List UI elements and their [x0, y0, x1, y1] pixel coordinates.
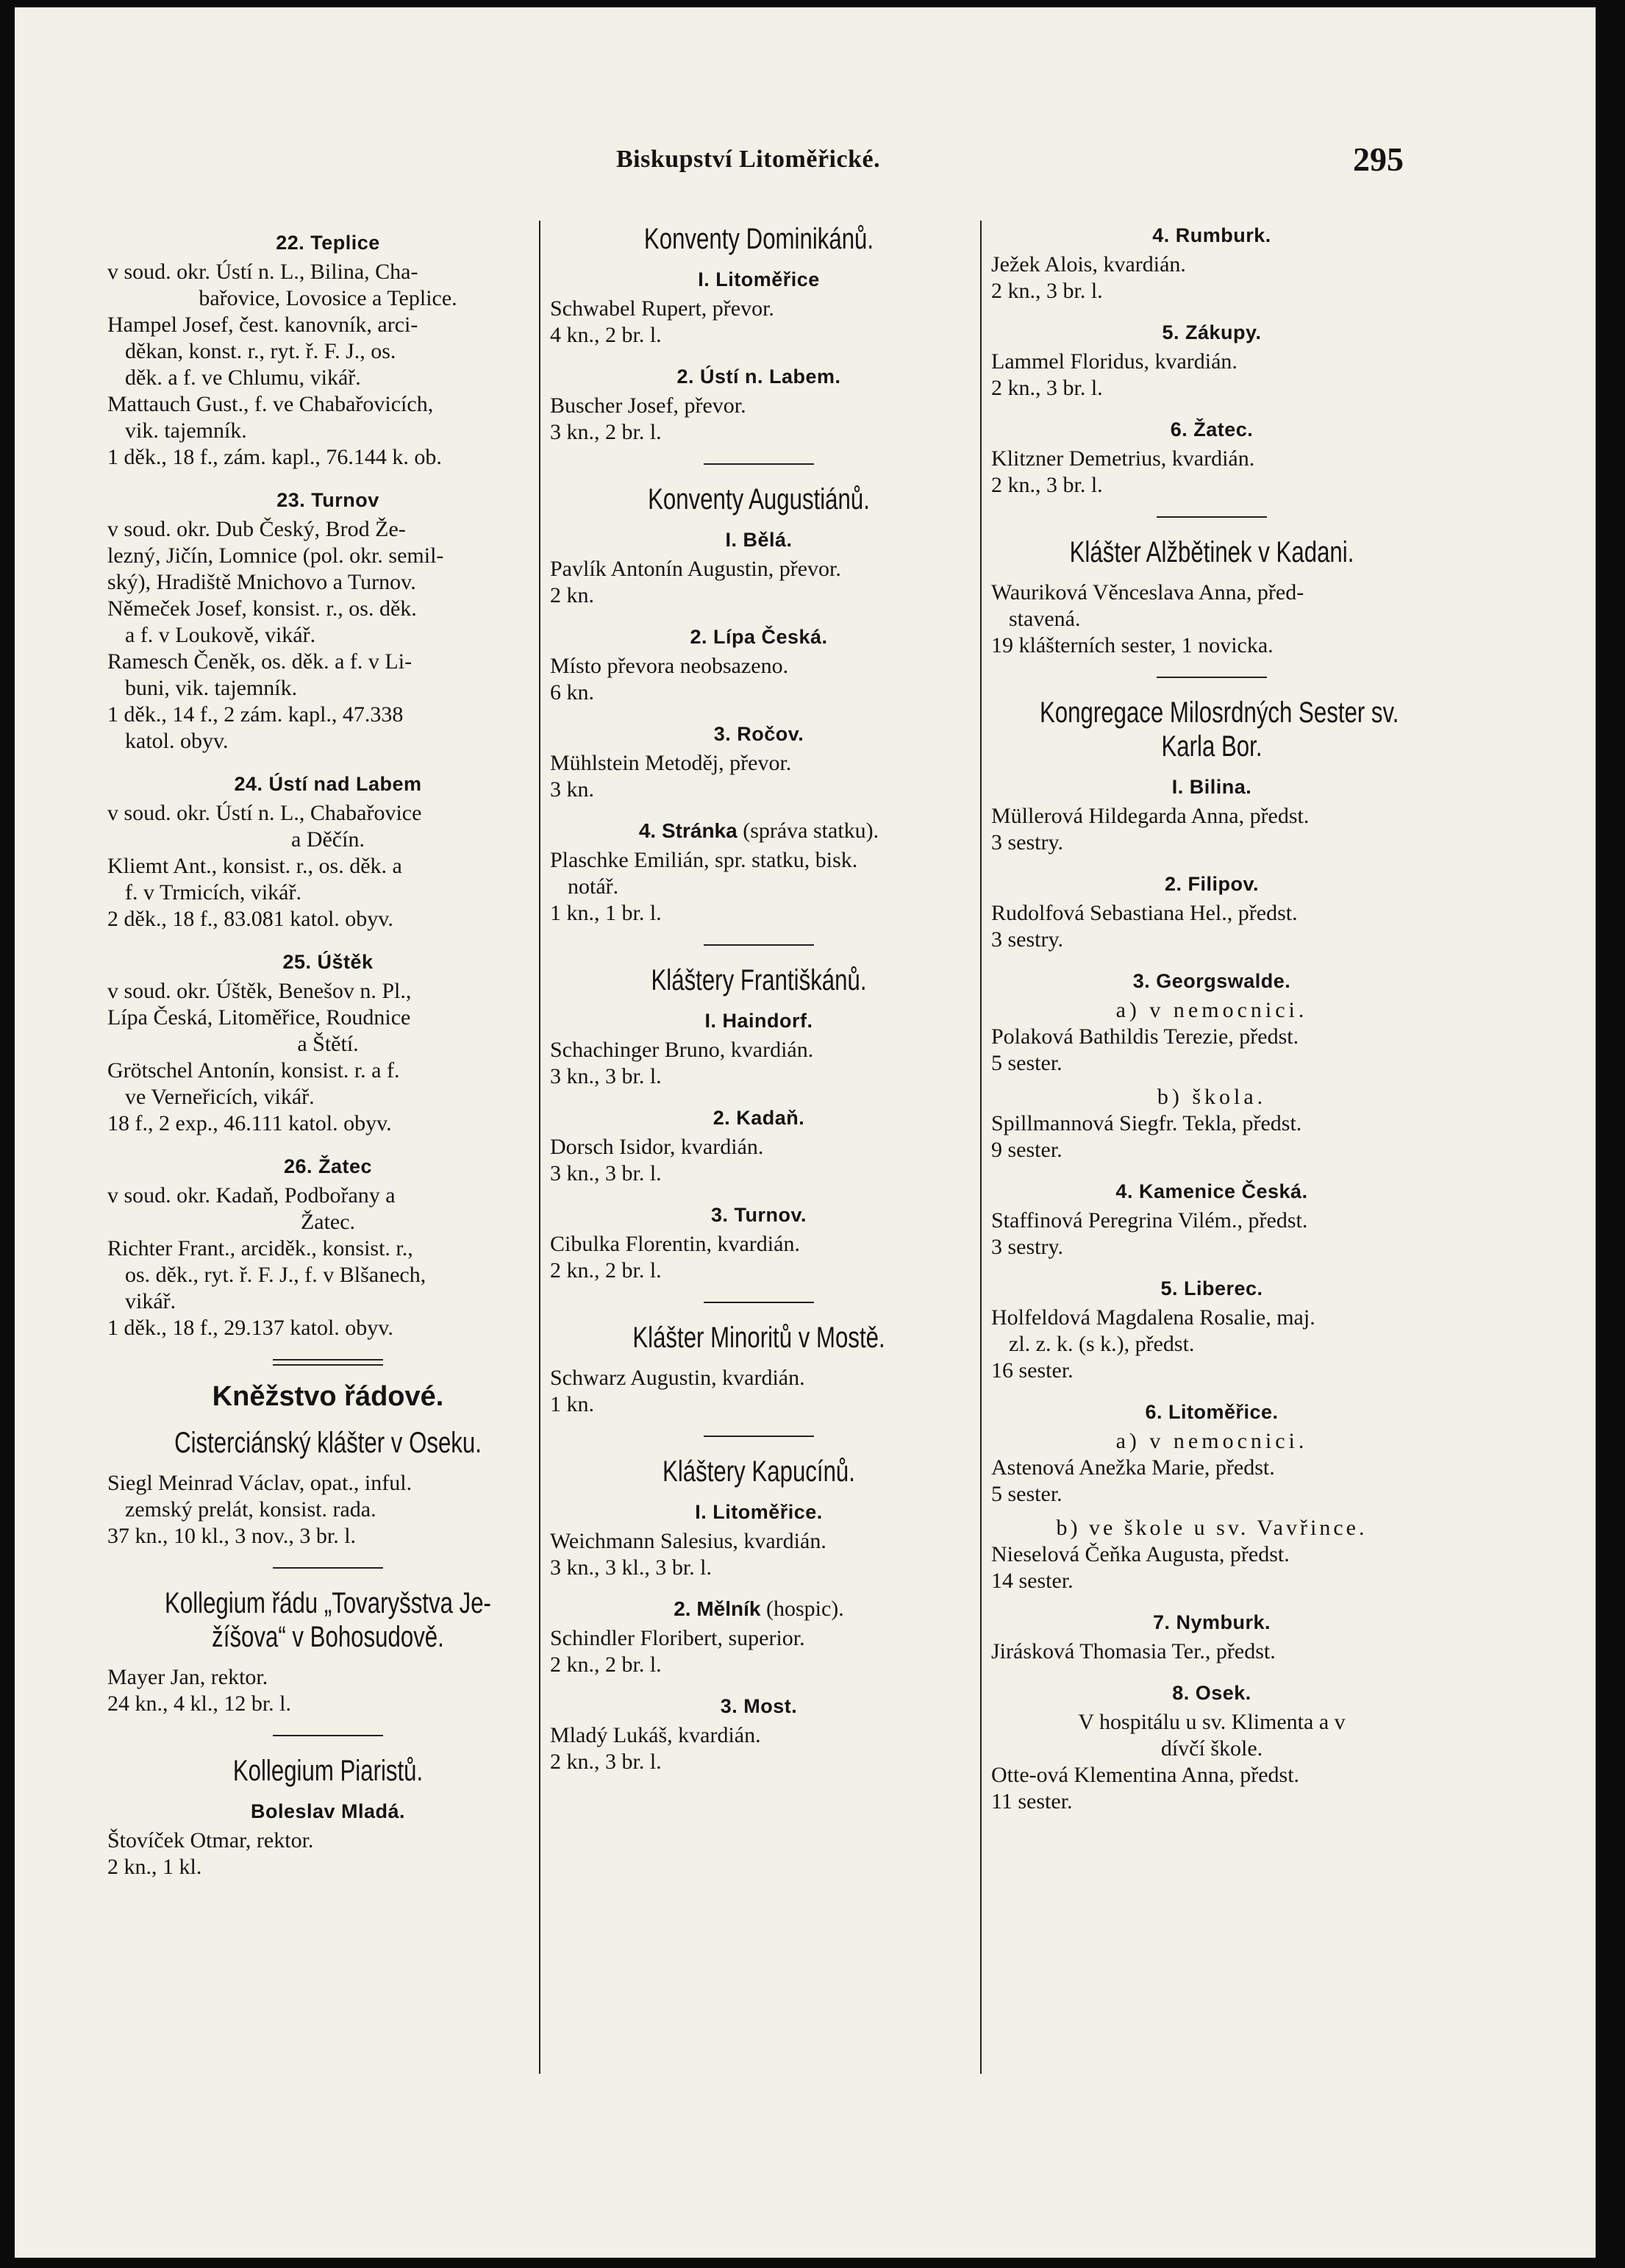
section-heading: 22. Teplice [276, 232, 380, 254]
text-line: Němeček Josef, konsist. r., os. děk. [107, 596, 417, 621]
place-heading: I. Bilina. [1171, 776, 1252, 798]
place-note: (správa statku). [743, 819, 879, 843]
text-line: 2 kn., 1 kl. [107, 1855, 202, 1879]
place-heading: 8. Osek. [1172, 1682, 1251, 1704]
text-line: Mladý Lukáš, kvardián. [550, 1723, 761, 1747]
column-3 [991, 222, 1432, 1815]
place-heading: 2. Filipov. [1164, 873, 1259, 895]
text-line: Místo převora neobsazeno. [550, 654, 789, 678]
text-line: 9 sester. [991, 1138, 1062, 1162]
text-line: Richter Frant., arciděk., konsist. r., [107, 1236, 413, 1260]
divider [704, 463, 814, 465]
place-heading: 4. Kamenice Česká. [1115, 1180, 1308, 1202]
place-heading: 3. Turnov. [710, 1204, 807, 1226]
text-line: v soud. okr. Ústí n. L., Chabařovice [107, 801, 422, 825]
text-line: 2 kn., 3 br. l. [991, 376, 1103, 400]
place-heading: 5. Liberec. [1160, 1277, 1263, 1299]
text-line: Hampel Josef, čest. kanovník, arci- [107, 313, 418, 337]
text-line: v soud. okr. Dub Český, Brod Že- [107, 517, 406, 541]
text-line: Dorsch Isidor, kvardián. [550, 1135, 764, 1159]
section-heading: Karla Bor. [1161, 730, 1262, 763]
text-line: Holfeldová Magdalena Rosalie, maj. [991, 1305, 1315, 1330]
text-line: 37 kn., 10 kl., 3 nov., 3 br. l. [107, 1524, 357, 1548]
place-heading: Boleslav Mladá. [250, 1800, 406, 1822]
text-line: Grötschel Antonín, konsist. r. a f. [107, 1058, 400, 1083]
entry [107, 259, 549, 471]
text-line: 1 děk., 18 f., zám. kapl., 76.144 k. ob. [107, 445, 442, 469]
sub-label: b) škola. [1157, 1085, 1267, 1109]
text-line: 1 kn., 1 br. l. [550, 901, 662, 925]
text-line: 3 kn., 2 br. l. [550, 420, 662, 444]
text-line: notář. [568, 874, 619, 899]
section-heading: Kollegium Piaristů. [232, 1755, 424, 1787]
place-heading: 5. Zákupy. [1162, 321, 1262, 343]
sub-label: a) v nemocnici. [1115, 1429, 1308, 1453]
text-line: 1 kn. [550, 1392, 594, 1416]
place-heading: 4. Rumburk. [1152, 224, 1271, 246]
section-heading: Kláštery Františkánů. [651, 964, 867, 996]
place-heading: 3. Ročov. [713, 723, 804, 745]
section-heading: žíšova“ v Bohosudově. [212, 1621, 444, 1653]
text-line: 2 děk., 18 f., 83.081 katol. obyv. [107, 907, 393, 931]
text-line: stavená. [1009, 607, 1081, 631]
text-line: 14 sester. [991, 1569, 1074, 1593]
text-line: a Děčín. [291, 827, 365, 852]
text-line: 2 kn. [550, 583, 594, 607]
text-line: Spillmannová Siegfr. Tekla, předst. [991, 1111, 1302, 1135]
text-line: 1 děk., 18 f., 29.137 katol. obyv. [107, 1316, 393, 1340]
place-heading: 6. Žatec. [1170, 418, 1254, 441]
text-line: Mühlstein Metoděj, převor. [550, 751, 792, 775]
section-heading: Konventy Dominikánů. [643, 223, 874, 255]
text-line: Ježek Alois, kvardián. [991, 252, 1186, 277]
place-heading [550, 818, 968, 844]
place-heading [550, 1596, 968, 1622]
text-line: Astenová Anežka Marie, předst. [991, 1455, 1275, 1480]
text-line: Lípa Česká, Litoměřice, Roudnice [107, 1005, 411, 1030]
column-rule-right [980, 221, 982, 2074]
section-heading: Konventy Augustiánů. [648, 483, 870, 516]
section-heading: 26. Žatec [283, 1155, 373, 1177]
section-title: Kněžstvo řádové. [212, 1381, 444, 1412]
text-line: vik. tajemník. [125, 418, 247, 443]
running-title: Biskupství Litoměřické. [616, 146, 881, 173]
text-line: Schwarz Augustin, kvardián. [550, 1366, 805, 1390]
text-line: Mattauch Gust., f. ve Chabařovicích, [107, 392, 434, 416]
divider [273, 1567, 383, 1569]
book-page [15, 7, 1596, 2258]
place-note: (hospic). [765, 1597, 844, 1621]
section-heading: Kongregace Milosrdných Sester sv. [1040, 696, 1399, 729]
text-line: a Štětí. [297, 1032, 359, 1056]
place-heading: I. Haindorf. [704, 1010, 813, 1032]
text-line: 11 sester. [991, 1789, 1073, 1814]
text-line: 2 kn., 2 br. l. [550, 1652, 662, 1677]
text-line: 24 kn., 4 kl., 12 br. l. [107, 1691, 292, 1716]
text-line: 3 kn. [550, 777, 594, 802]
text-line: Otte-ová Klementina Anna, předst. [991, 1763, 1300, 1787]
place-heading: 3. Georgswalde. [1132, 970, 1291, 992]
text-line: zemský prelát, konsist. rada. [125, 1497, 376, 1522]
text-line: Plaschke Emilián, spr. statku, bisk. [550, 848, 858, 872]
column-2 [550, 222, 968, 1775]
text-line: f. v Trmicích, vikář. [125, 880, 301, 905]
double-divider [273, 1359, 383, 1366]
text-line: Nieselová Čeňka Augusta, předst. [991, 1542, 1290, 1566]
text-line: 6 kn. [550, 680, 594, 705]
text-line: v soud. okr. Ústí n. L., Bilina, Cha- [107, 260, 418, 284]
text-line: Staffinová Peregrina Vilém., předst. [991, 1208, 1308, 1233]
text-line: V hospitálu u sv. Klimenta a v [1078, 1710, 1346, 1734]
place-heading: 6. Litoměřice. [1145, 1401, 1279, 1423]
text-line: 2 kn., 3 br. l. [991, 279, 1103, 303]
text-line: Mayer Jan, rektor. [107, 1665, 268, 1689]
section-heading: Klášter Alžbětinek v Kadani. [1069, 536, 1354, 568]
text-line: 4 kn., 2 br. l. [550, 323, 662, 347]
text-line: ve Verneřicích, vikář. [125, 1085, 315, 1109]
text-line: ský), Hradiště Mnichovo a Turnov. [107, 570, 416, 594]
sub-label: b) ve škole u sv. Vavřince. [1056, 1516, 1368, 1540]
text-line: Müllerová Hildegarda Anna, předst. [991, 804, 1310, 828]
divider [704, 1302, 814, 1303]
text-line: 3 kn., 3 br. l. [550, 1161, 662, 1185]
text-line: 3 kn., 3 kl., 3 br. l. [550, 1555, 712, 1580]
text-line: Klitzner Demetrius, kvardián. [991, 446, 1255, 471]
text-line: Kliemt Ant., konsist. r., os. děk. a [107, 854, 402, 878]
text-line: 3 sestry. [991, 927, 1064, 952]
text-line: 1 děk., 14 f., 2 zám. kapl., 47.338 [107, 702, 404, 727]
divider [273, 1735, 383, 1736]
text-line: Schindler Floribert, superior. [550, 1626, 805, 1650]
place-heading: 7. Nymburk. [1152, 1611, 1271, 1633]
text-line: Wauriková Věnceslava Anna, před- [991, 580, 1304, 605]
text-line: Rudolfová Sebastiana Hel., předst. [991, 901, 1298, 925]
text-line: vikář. [125, 1289, 176, 1313]
sub-label: a) v nemocnici. [1115, 998, 1308, 1022]
place-heading: 2. Lípa Česká. [690, 626, 828, 648]
text-line: děkan, konst. r., ryt. ř. F. J., os. [125, 339, 396, 363]
text-line: os. děk., ryt. ř. F. J., f. v Blšanech, [125, 1263, 426, 1287]
text-line: Jirásková Thomasia Ter., předst. [991, 1639, 1276, 1663]
text-line: Štovíček Otmar, rektor. [107, 1828, 314, 1852]
text-line: 16 sester. [991, 1358, 1074, 1383]
text-line: v soud. okr. Úštěk, Benešov n. Pl., [107, 979, 412, 1003]
divider [704, 944, 814, 946]
section-heading: 23. Turnov [276, 489, 379, 511]
divider [1157, 516, 1267, 518]
divider [1157, 677, 1267, 678]
place-heading: I. Bělá. [725, 529, 793, 551]
page-number: 295 [1353, 140, 1404, 178]
section-heading: Kollegium řádu „Tovaryšstva Je- [165, 1587, 491, 1619]
column-1 [107, 222, 549, 1880]
section-heading: 24. Ústí nad Labem [234, 773, 422, 795]
text-line: 3 kn., 3 br. l. [550, 1064, 662, 1088]
text-line: Buscher Josef, převor. [550, 393, 746, 418]
text-line: Lammel Floridus, kvardián. [991, 349, 1238, 374]
text-line: katol. obyv. [125, 729, 229, 753]
section-heading: Cisterciánský klášter v Oseku. [174, 1427, 482, 1459]
text-line: bařovice, Lovosice a Teplice. [199, 286, 457, 310]
text-line: děk. a f. ve Chlumu, vikář. [125, 365, 361, 390]
text-line: 3 sestry. [991, 1235, 1064, 1259]
text-line: zl. z. k. (s k.), předst. [1009, 1332, 1195, 1356]
text-line: v soud. okr. Kadaň, Podbořany a [107, 1183, 396, 1208]
text-line: Weichmann Salesius, kvardián. [550, 1529, 826, 1553]
place-heading: 2. Ústí n. Labem. [676, 365, 841, 388]
text-line: Pavlík Antonín Augustin, převor. [550, 557, 841, 581]
divider [704, 1436, 814, 1437]
section-heading: Klášter Minoritů v Mostě. [632, 1322, 885, 1354]
text-line: 2 kn., 3 br. l. [550, 1750, 662, 1774]
text-line: lezný, Jičín, Lomnice (pol. okr. semil- [107, 543, 444, 568]
place-heading: 3. Most. [720, 1695, 798, 1717]
place-name: 2. Mělník [674, 1597, 761, 1620]
text-line: dívčí škole. [1160, 1736, 1263, 1761]
place-heading: 2. Kadaň. [712, 1107, 805, 1129]
running-head [15, 140, 1596, 190]
place-name: 4. Stránka [638, 819, 738, 842]
text-line: 19 klášterních sester, 1 novicka. [991, 633, 1274, 657]
section-heading: 25. Úštěk [282, 951, 374, 973]
place-heading: I. Litoměřice [698, 268, 820, 290]
section-heading: Kláštery Kapucínů. [662, 1455, 855, 1488]
text-line: Polaková Bathildis Terezie, předst. [991, 1024, 1299, 1049]
text-line: Schachinger Bruno, kvardián. [550, 1038, 814, 1062]
text-line: Schwabel Rupert, převor. [550, 296, 774, 321]
text-line: 5 sester. [991, 1051, 1062, 1075]
text-line: 18 f., 2 exp., 46.111 katol. obyv. [107, 1111, 392, 1135]
text-line: 3 sestry. [991, 830, 1064, 855]
text-line: a f. v Loukově, vikář. [125, 623, 316, 647]
text-line: Siegl Meinrad Václav, opat., inful. [107, 1471, 413, 1495]
text-line: Žatec. [300, 1210, 356, 1234]
text-line: Cibulka Florentin, kvardián. [550, 1232, 800, 1256]
text-line: 2 kn., 2 br. l. [550, 1258, 662, 1283]
text-line: 2 kn., 3 br. l. [991, 473, 1103, 497]
text-line: buni, vik. tajemník. [125, 676, 298, 700]
text-line: 5 sester. [991, 1482, 1062, 1506]
text-line: Ramesch Čeněk, os. děk. a f. v Li- [107, 649, 413, 674]
place-heading: I. Litoměřice. [695, 1501, 823, 1523]
